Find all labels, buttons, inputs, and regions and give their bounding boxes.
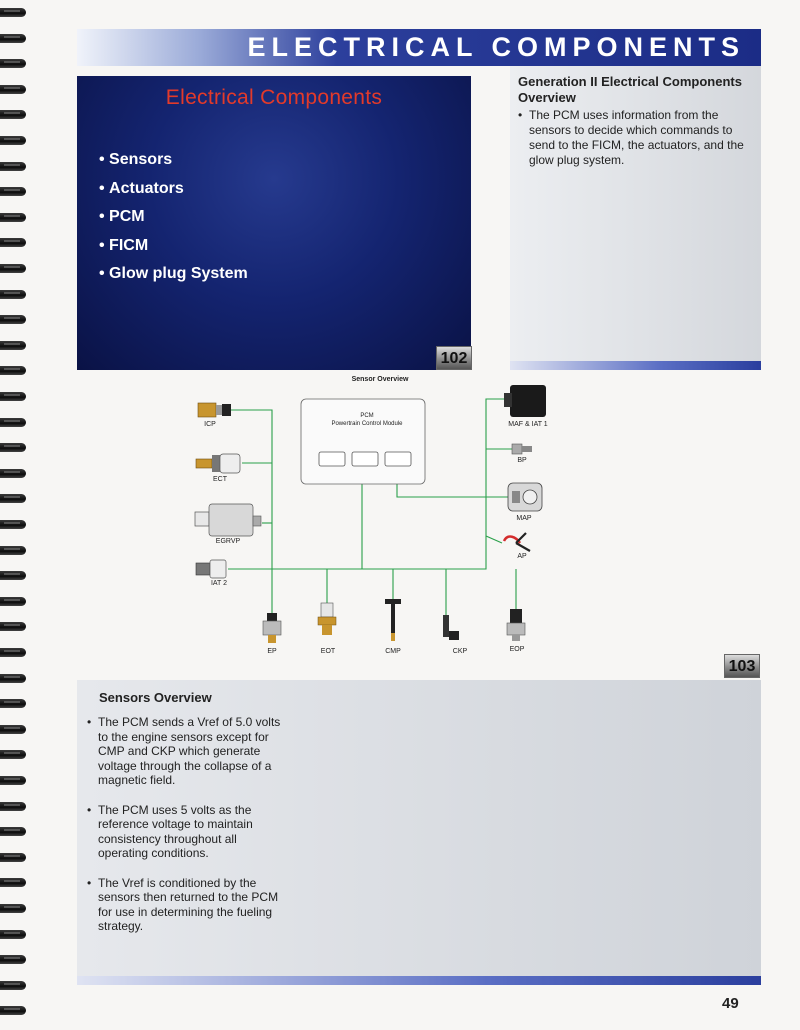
overview-panel xyxy=(510,66,761,370)
binding-ring xyxy=(0,469,26,478)
binding-ring xyxy=(0,315,26,324)
binding-ring xyxy=(0,878,26,887)
label-egrvp: EGRVP xyxy=(215,538,241,545)
sensors-overview-bullets xyxy=(87,715,287,949)
spiral-binding xyxy=(0,0,30,1030)
binding-ring xyxy=(0,827,26,836)
sensor-overview-diagram xyxy=(190,373,570,659)
ep-sensor-icon xyxy=(263,613,281,643)
sensors-overview-panel xyxy=(77,680,761,976)
binding-ring xyxy=(0,725,26,734)
binding-ring xyxy=(0,648,26,657)
label-eot: EOT xyxy=(320,648,336,655)
label-icp: ICP xyxy=(204,421,216,428)
binding-ring xyxy=(0,290,26,299)
slide-bullet-list xyxy=(99,146,248,289)
binding-ring xyxy=(0,930,26,939)
eop-sensor-icon xyxy=(507,609,525,641)
section-header-bar xyxy=(77,29,761,66)
binding-ring xyxy=(0,213,26,222)
binding-ring xyxy=(0,136,26,145)
binding-ring xyxy=(0,802,26,811)
pcm-connector-2 xyxy=(352,452,378,466)
bottom-gradient-strip xyxy=(77,976,761,985)
label-map: MAP xyxy=(516,515,532,522)
slide-item-pcm: • PCM xyxy=(99,203,248,232)
binding-ring xyxy=(0,34,26,43)
label-iat2: IAT 2 xyxy=(210,580,228,587)
binding-ring xyxy=(0,955,26,964)
slide-number-badge-102: 102 xyxy=(436,346,472,370)
section-title: ELECTRICAL COMPONENTS xyxy=(247,32,745,62)
binding-ring xyxy=(0,264,26,273)
cmp-sensor-icon xyxy=(385,599,401,641)
label-maf-iat1: MAF & IAT 1 xyxy=(508,421,548,428)
label-ep: EP xyxy=(267,648,277,655)
iat2-sensor-icon xyxy=(196,560,226,578)
binding-ring xyxy=(0,443,26,452)
binding-ring xyxy=(0,904,26,913)
binding-ring xyxy=(0,1006,26,1015)
binding-ring xyxy=(0,59,26,68)
sensors-bullet-vref: • The PCM sends a Vref of 5.0 volts to the engine sensors except for CMP and CKP which generate voltage through the collapse of a magnetic field. xyxy=(87,715,287,788)
binding-ring xyxy=(0,776,26,785)
overview-title: Generation II Electrical Components Overview xyxy=(518,74,742,105)
slide-item-glow-plug: • Glow plug System xyxy=(99,260,248,289)
binding-ring xyxy=(0,187,26,196)
binding-ring xyxy=(0,494,26,503)
label-ect: ECT xyxy=(213,476,227,483)
slide-item-actuators: • Actuators xyxy=(99,175,248,204)
panel-gradient-strip xyxy=(510,361,761,370)
maf-sensor-icon xyxy=(504,385,546,417)
sensors-overview-title: Sensors Overview xyxy=(99,690,212,705)
pcm-connector-1 xyxy=(319,452,345,466)
slide-item-ficm: • FICM xyxy=(99,232,248,261)
binding-ring xyxy=(0,674,26,683)
pcm-label-short: PCM xyxy=(360,413,374,419)
bp-sensor-icon xyxy=(512,444,532,454)
binding-ring xyxy=(0,392,26,401)
binding-ring xyxy=(0,750,26,759)
binding-ring xyxy=(0,520,26,529)
sensors-bullet-conditioned: • The Vref is conditioned by the sensors then returned to the PCM for use in determining the fueling strategy. xyxy=(87,876,287,934)
page-number: 49 xyxy=(722,995,739,1012)
binding-ring xyxy=(0,8,26,17)
sensors-bullet-reference: • The PCM uses 5 volts as the reference voltage to maintain consistency throughout all operating conditions. xyxy=(87,803,287,861)
eot-sensor-icon xyxy=(318,603,336,635)
slide-number-badge-103: 103 xyxy=(724,654,760,678)
binding-ring xyxy=(0,366,26,375)
label-eop: EOP xyxy=(509,646,525,653)
ap-sensor-icon xyxy=(504,533,530,551)
map-sensor-icon xyxy=(508,483,542,511)
binding-ring xyxy=(0,981,26,990)
binding-ring xyxy=(0,699,26,708)
binding-ring xyxy=(0,110,26,119)
overview-bullet: • The PCM uses information from the sensors to decide which commands to send to the FICM, the actuators, and the glow plug system. xyxy=(518,108,756,168)
egrvp-icon xyxy=(195,504,261,536)
ect-sensor-icon xyxy=(196,454,240,473)
pcm-label xyxy=(327,412,407,428)
label-bp: BP xyxy=(517,457,527,464)
label-ap: AP xyxy=(517,553,527,560)
ckp-sensor-icon xyxy=(443,615,459,640)
binding-ring xyxy=(0,238,26,247)
binding-ring xyxy=(0,571,26,580)
diagram-title: Sensor Overview xyxy=(351,376,409,383)
label-ckp: CKP xyxy=(452,648,468,655)
icp-sensor-icon xyxy=(198,403,231,417)
slide-electrical-components xyxy=(77,76,471,370)
binding-ring xyxy=(0,162,26,171)
binding-ring xyxy=(0,341,26,350)
pcm-label-long: Powertrain Control Module xyxy=(331,421,403,427)
binding-ring xyxy=(0,85,26,94)
binding-ring xyxy=(0,418,26,427)
binding-ring xyxy=(0,622,26,631)
binding-ring xyxy=(0,597,26,606)
binding-ring xyxy=(0,546,26,555)
slide-title: Electrical Components xyxy=(165,86,383,109)
label-cmp: CMP xyxy=(385,648,401,655)
binding-ring xyxy=(0,853,26,862)
pcm-connector-3 xyxy=(385,452,411,466)
slide-item-sensors: • Sensors xyxy=(99,146,248,175)
